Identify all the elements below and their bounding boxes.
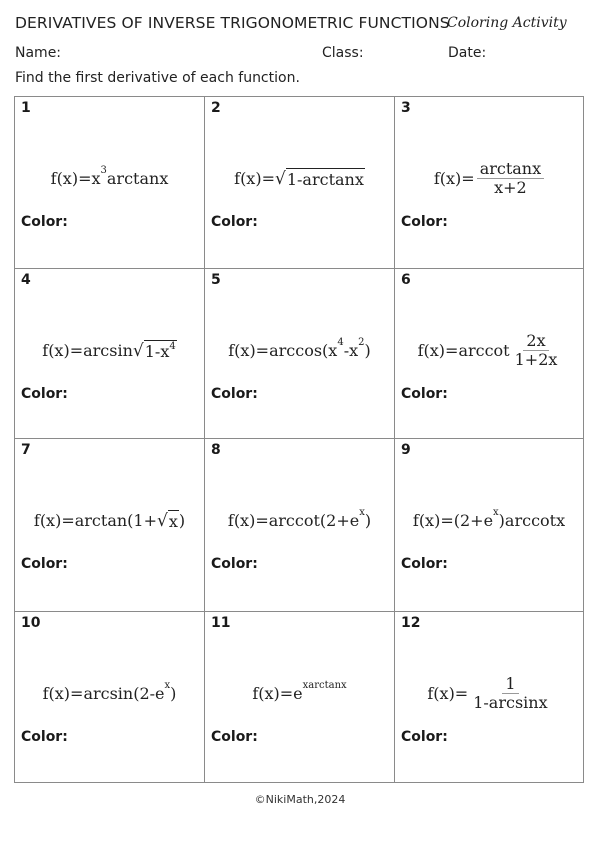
denominator: x+2 bbox=[494, 177, 527, 197]
fraction bbox=[512, 332, 561, 369]
radical-sign: √ bbox=[156, 510, 168, 531]
function-lhs: f(x)= bbox=[427, 683, 469, 703]
expr-part: arctan(1+ bbox=[74, 510, 157, 530]
square-root bbox=[133, 340, 177, 361]
radicand: x bbox=[168, 511, 178, 531]
fraction bbox=[477, 160, 544, 197]
color-label: Color: bbox=[401, 556, 448, 572]
expr-part: e bbox=[293, 683, 303, 703]
problem-function bbox=[15, 329, 204, 371]
color-label: Color: bbox=[401, 729, 448, 745]
worksheet-subtitle: Coloring Activity bbox=[447, 15, 567, 31]
expr-part: ) bbox=[364, 510, 372, 530]
problem-cell-3 bbox=[395, 97, 583, 269]
problem-function bbox=[205, 157, 394, 199]
problem-number: 11 bbox=[211, 615, 231, 631]
denominator: 1-arcsinx bbox=[473, 692, 548, 712]
function-lhs: f(x)= bbox=[42, 340, 84, 360]
expr-part: x bbox=[91, 168, 101, 188]
exponent: x bbox=[493, 506, 499, 518]
exponent: x bbox=[359, 506, 365, 518]
problem-function bbox=[15, 672, 204, 714]
function-lhs: f(x)= bbox=[50, 168, 92, 188]
instructions: Find the first derivative of each function. bbox=[15, 70, 300, 86]
fraction bbox=[470, 675, 550, 712]
problem-function bbox=[395, 499, 583, 541]
exponent: xarctanx bbox=[302, 679, 347, 691]
problem-number: 6 bbox=[401, 272, 411, 288]
expr-part: arccos(x bbox=[269, 340, 338, 360]
numerator: 2x bbox=[523, 332, 548, 351]
problem-function bbox=[205, 329, 394, 371]
color-label: Color: bbox=[21, 386, 68, 402]
expr-part: -x bbox=[343, 340, 359, 360]
expr-part: (2+e bbox=[453, 510, 494, 530]
expr-part: 1-x bbox=[144, 341, 170, 361]
function-lhs: f(x)= bbox=[228, 340, 270, 360]
problem-number: 1 bbox=[21, 100, 31, 116]
problem-cell-2 bbox=[205, 97, 395, 269]
expr-part: arcsin(2-e bbox=[83, 683, 165, 703]
problem-number: 8 bbox=[211, 442, 221, 458]
square-root bbox=[275, 168, 365, 189]
expr-part: arccot bbox=[458, 340, 510, 360]
problem-cell-10 bbox=[15, 612, 205, 782]
expr-part: ) bbox=[170, 683, 177, 703]
problem-number: 5 bbox=[211, 272, 221, 288]
problem-cell-12 bbox=[395, 612, 583, 782]
function-lhs: f(x)= bbox=[234, 168, 275, 188]
problem-number: 9 bbox=[401, 442, 411, 458]
color-label: Color: bbox=[21, 729, 68, 745]
denominator: 1+2x bbox=[514, 349, 558, 369]
color-label: Color: bbox=[211, 386, 258, 402]
expr-part: arccot(2+e bbox=[268, 510, 360, 530]
function-lhs: f(x)= bbox=[412, 510, 454, 530]
radicand: 1-arctanx bbox=[286, 169, 364, 189]
color-label: Color: bbox=[21, 556, 68, 572]
problem-function bbox=[395, 672, 583, 714]
problem-cell-5 bbox=[205, 269, 395, 439]
exponent: x bbox=[164, 679, 171, 691]
function-lhs: f(x)= bbox=[42, 683, 84, 703]
problem-function bbox=[205, 499, 394, 541]
problem-cell-7 bbox=[15, 439, 205, 612]
problem-number: 10 bbox=[21, 615, 41, 631]
exponent: 4 bbox=[337, 336, 344, 348]
square-root bbox=[157, 510, 179, 531]
class-field-label: Class: bbox=[322, 45, 364, 61]
worksheet-title: DERIVATIVES OF INVERSE TRIGONOMETRIC FUNCTIONS bbox=[15, 14, 450, 32]
color-label: Color: bbox=[401, 214, 448, 230]
problem-grid bbox=[14, 96, 584, 783]
problem-function bbox=[205, 672, 394, 714]
function-lhs: f(x)= bbox=[227, 510, 269, 530]
color-label: Color: bbox=[21, 214, 68, 230]
expr-part: arctanx bbox=[106, 168, 169, 188]
copyright-footer: ©NikiMath,2024 bbox=[254, 793, 346, 806]
function-lhs: f(x)= bbox=[252, 683, 294, 703]
problem-number: 4 bbox=[21, 272, 31, 288]
problem-cell-4 bbox=[15, 269, 205, 439]
problem-function bbox=[15, 499, 204, 541]
problem-function bbox=[395, 157, 583, 199]
numerator: 1 bbox=[502, 675, 518, 694]
function-lhs: f(x)= bbox=[433, 168, 475, 188]
problem-number: 12 bbox=[401, 615, 421, 631]
expr-part: arcsin bbox=[83, 340, 133, 360]
exponent: 4 bbox=[169, 340, 176, 352]
numerator: arctanx bbox=[477, 160, 544, 179]
expr-part: ) bbox=[178, 510, 186, 530]
expr-part: ) bbox=[364, 340, 371, 360]
problem-number: 3 bbox=[401, 100, 411, 116]
date-field-label: Date: bbox=[448, 45, 487, 61]
problem-cell-6 bbox=[395, 269, 583, 439]
problem-function bbox=[15, 157, 204, 199]
exponent: 2 bbox=[358, 336, 365, 348]
color-label: Color: bbox=[211, 729, 258, 745]
radical-sign: √ bbox=[274, 168, 286, 189]
problem-cell-8 bbox=[205, 439, 395, 612]
problem-function bbox=[395, 329, 583, 371]
name-field-label: Name: bbox=[15, 45, 62, 61]
color-label: Color: bbox=[211, 214, 258, 230]
function-lhs: f(x)= bbox=[417, 340, 459, 360]
problem-cell-11 bbox=[205, 612, 395, 782]
color-label: Color: bbox=[401, 386, 448, 402]
function-lhs: f(x)= bbox=[33, 510, 75, 530]
problem-number: 2 bbox=[211, 100, 221, 116]
color-label: Color: bbox=[211, 556, 258, 572]
exponent: 3 bbox=[100, 164, 107, 176]
problem-cell-9 bbox=[395, 439, 583, 612]
radicand bbox=[144, 340, 177, 361]
expr-part: )arccotx bbox=[498, 510, 566, 530]
problem-cell-1 bbox=[15, 97, 205, 269]
problem-number: 7 bbox=[21, 442, 31, 458]
radical-sign: √ bbox=[132, 340, 144, 361]
